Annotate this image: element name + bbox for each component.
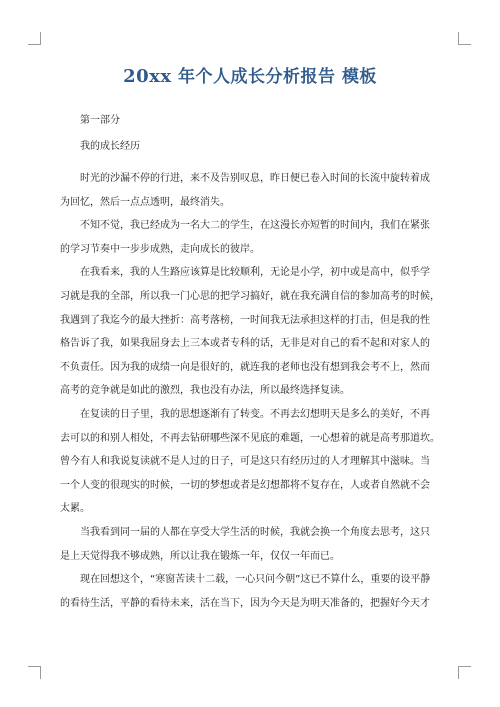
paragraph-line: 格告诉了我，如果我屈身去上三本或者专科的话，无非是对自己的看不起和对家人的 [60, 338, 430, 350]
paragraph-line: 一个人变的很现实的时候，一切的梦想或者是幻想都将不复存在，人或者自然就不会 [60, 479, 430, 491]
section-subheading: 我的成长经历 [80, 141, 140, 152]
paragraph-line: 习就是我的全部，所以我一门心思的把学习搞好，就在我充满自信的参加高考的时候， [60, 290, 440, 302]
paragraph-line: 现在回想这个，“寒窗苦读十二载，一心只问今朝”这已不算什么，重要的设平静 [80, 574, 431, 586]
paragraph-line: 时光的沙漏不停的行进，来不及告别叹息，昨日便已卷入时间的长流中旋转着成 [80, 173, 430, 184]
paragraph-line: 高考的竞争就是如此的激烈，我也没有办法，所以最终选择复读。 [60, 385, 350, 397]
paragraph-line: 是上天觉得我不够成熟，所以让我在锻炼一年，仅仅一年而已。 [60, 550, 340, 562]
title-text: 年个人成长分析报告 模板 [171, 67, 377, 87]
body-paragraph [60, 214, 443, 261]
paragraph-line: 去可以的和别人相处，不再去钻研哪些深不见底的难题，一心想着的就是高考那道坎。 [60, 432, 440, 444]
paragraph-line: 的看待生活，平静的看待未来，活在当下，因为今天是为明天准备的，把握好今天才 [60, 597, 430, 609]
paragraph-line: 在我看来，我的人生路应该算是比较顺利，无论是小学，初中或是高中，似乎学 [80, 267, 430, 279]
body-paragraph [60, 521, 443, 568]
paragraph-line: 太累。 [60, 503, 90, 515]
section-heading: 第一部分 [80, 115, 120, 126]
page-corner-mark-top-left [28, 32, 41, 45]
page-corner-mark-bottom-left [28, 666, 41, 679]
title-year: 20xx [123, 66, 172, 87]
page-corner-mark-top-right [458, 32, 471, 45]
paragraph-line: 为回忆，然后一点点透明，最终消失。 [60, 196, 230, 208]
paragraph-list [60, 167, 443, 615]
paragraph-line: 当我看到同一届的人都在享受大学生活的时候，我就会换一个角度去思考，这只 [80, 526, 430, 538]
body-paragraph [60, 261, 443, 403]
body-paragraph [60, 403, 443, 521]
page-corner-mark-bottom-right [458, 666, 471, 679]
document-title [0, 62, 500, 87]
paragraph-line: 在复读的日子里，我的思想逐渐有了转变。不再去幻想明天是多么的美好，不再 [80, 408, 430, 420]
body-paragraph [60, 568, 443, 615]
paragraph-line: 的学习节奏中一步步成熟，走向成长的彼岸。 [60, 243, 260, 255]
body-paragraph [60, 167, 443, 214]
paragraph-line: 我遇到了我迄今的最大挫折：高考落榜，一时间我无法承担这样的打击，但是我的性 [60, 314, 430, 326]
paragraph-line: 不负责任。因为我的成绩一向是很好的，就连我的老师也没有想到我会考不上，然而 [60, 361, 430, 373]
paragraph-line: 曾今有人和我说复读就不是人过的日子，可是这只有经历过的人才理解其中滋味。当 [60, 456, 430, 468]
paragraph-line: 不知不觉，我已经成为一名大二的学生，在这漫长亦短暂的时间内，我们在紧张 [80, 220, 430, 232]
document-body [60, 115, 443, 615]
